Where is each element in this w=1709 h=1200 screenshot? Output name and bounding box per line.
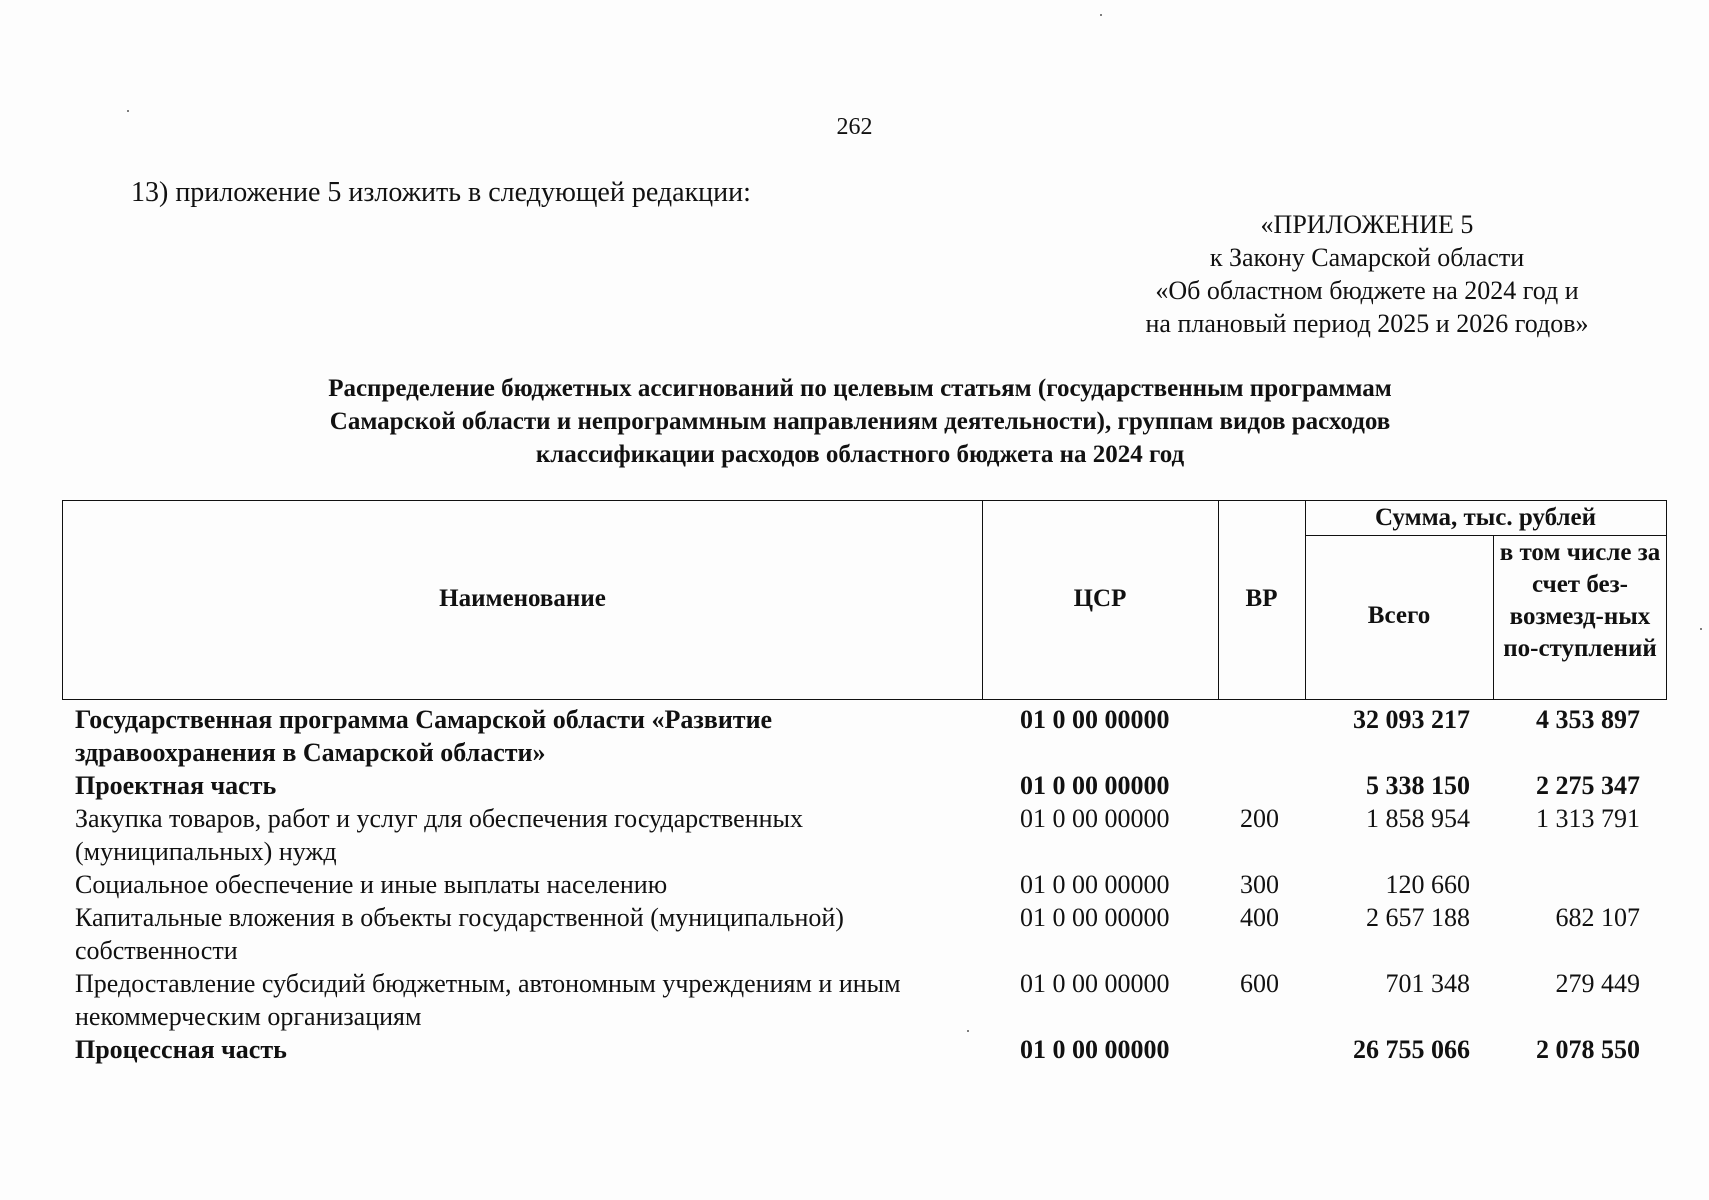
header-name: Наименование	[439, 585, 606, 612]
row-free-receipts: 2 275 347	[1536, 771, 1640, 800]
appendix-block	[1067, 208, 1667, 340]
row-csr: 01 0 00 00000	[1020, 705, 1170, 734]
row-total: 26 755 066	[1353, 1035, 1470, 1064]
header-csr: ЦСР	[1073, 585, 1127, 612]
title-line: Распределение бюджетных ассигнований по целевым статьям (государственным программам	[328, 375, 1392, 402]
appendix-line: «Об областном бюджете на 2024 год и	[1155, 276, 1579, 305]
row-name: Социальное обеспечение и иные выплаты населению	[75, 870, 668, 899]
scan-speck	[127, 110, 129, 112]
row-free-receipts: 2 078 550	[1536, 1035, 1640, 1064]
scan-speck	[1700, 628, 1702, 630]
row-vr: 600	[1240, 969, 1279, 998]
row-name: Государственная программа Самарской области «Развитие здравоохранения в Самарской области»	[75, 705, 773, 767]
row-csr: 01 0 00 00000	[1020, 804, 1170, 833]
row-name: Закупка товаров, работ и услуг для обеспечения государственных (муниципальных) нужд	[75, 804, 804, 866]
row-total: 120 660	[1385, 870, 1470, 899]
row-free-receipts: 682 107	[1555, 903, 1640, 932]
header-free-receipts: в том числе за счет без-возмезд-ных по-ступлений	[1499, 539, 1661, 662]
scan-speck	[967, 1030, 969, 1032]
title-line: Самарской области и непрограммным направлениям деятельности), группам видов расходов	[329, 408, 1391, 435]
title-line: классификации расходов областного бюджета на 2024 год	[535, 441, 1185, 468]
table-header	[62, 500, 1667, 700]
appendix-line: «ПРИЛОЖЕНИЕ 5	[1260, 210, 1474, 239]
document-title	[200, 372, 1520, 471]
row-csr: 01 0 00 00000	[1020, 903, 1170, 932]
row-vr: 200	[1240, 804, 1279, 833]
scan-speck	[1100, 14, 1102, 16]
row-csr: 01 0 00 00000	[1020, 969, 1170, 998]
row-total: 2 657 188	[1366, 903, 1470, 932]
row-csr: 01 0 00 00000	[1020, 1035, 1170, 1064]
row-csr: 01 0 00 00000	[1020, 771, 1170, 800]
row-name: Процессная часть	[75, 1035, 287, 1064]
row-total: 5 338 150	[1366, 771, 1470, 800]
row-vr: 300	[1240, 870, 1279, 899]
row-free-receipts: 1 313 791	[1536, 804, 1640, 833]
instruction-text: 13) приложение 5 изложить в следующей редакции:	[131, 177, 751, 208]
row-total: 701 348	[1385, 969, 1470, 998]
row-csr: 01 0 00 00000	[1020, 870, 1170, 899]
column-divider	[1493, 535, 1494, 699]
row-name: Капитальные вложения в объекты государственной (муниципальной) собственности	[75, 903, 844, 965]
header-divider	[1305, 535, 1666, 536]
header-sum: Сумма, тыс. рублей	[1374, 504, 1597, 531]
header-vr: ВР	[1245, 585, 1278, 612]
page-number: 262	[836, 114, 873, 140]
header-total: Всего	[1367, 602, 1431, 629]
row-vr: 400	[1240, 903, 1279, 932]
row-name: Предоставление субсидий бюджетным, автономным учреждениям и иным некоммерческим организациям	[75, 969, 901, 1031]
appendix-line: к Закону Самарской области	[1209, 243, 1525, 272]
row-name: Проектная часть	[75, 771, 277, 800]
appendix-line: на плановый период 2025 и 2026 годов»	[1145, 309, 1589, 338]
row-total: 1 858 954	[1366, 804, 1470, 833]
row-free-receipts: 279 449	[1555, 969, 1640, 998]
row-free-receipts: 4 353 897	[1536, 705, 1640, 734]
row-total: 32 093 217	[1353, 705, 1470, 734]
